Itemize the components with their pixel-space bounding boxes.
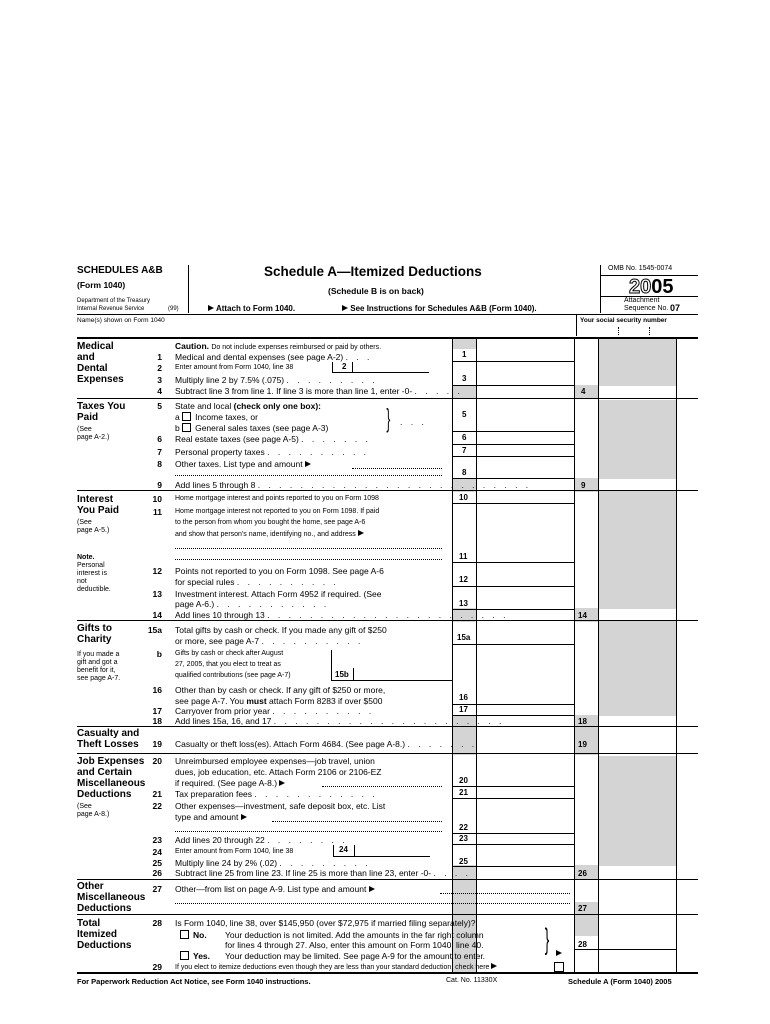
line-22-description-2[interactable] <box>175 823 442 832</box>
line-14-label <box>175 610 508 620</box>
line-23-amount[interactable] <box>477 833 573 844</box>
line-10-text: Home mortgage interest and points reported to you on Form 1098 <box>175 495 379 502</box>
box-16-label: 16 <box>459 693 468 702</box>
line-17-amount[interactable] <box>477 704 573 715</box>
line-23-text: Add lines 20 through 22 <box>175 835 265 845</box>
ssn-label: Your social security number <box>580 317 667 324</box>
leader-dots: . . . . . . . . <box>267 835 348 845</box>
box-1-label: 1 <box>462 350 467 359</box>
line-number-13: 13 <box>152 589 162 599</box>
line-21-label <box>175 789 378 799</box>
line-19-text: Casualty or theft loss(es). Attach Form 4684. (See page A-8.) <box>175 739 406 749</box>
line-12-text-2 <box>175 577 339 587</box>
line-5b-text: General sales taxes (see page A-3) <box>195 423 329 433</box>
section-gifts: Gifts to Charity <box>77 623 112 645</box>
arrow-icon <box>342 305 348 311</box>
box-8-label: 8 <box>462 468 467 477</box>
section-other-misc: Other Miscellaneous Deductions <box>77 881 146 914</box>
line-20-text-3 <box>175 778 285 788</box>
line-5b: b General sales taxes (see page A-3) <box>175 423 329 433</box>
line-25-label <box>175 858 371 868</box>
year-bold: 05 <box>651 276 674 298</box>
line-3-amount[interactable] <box>477 373 573 385</box>
footer-notice: For Paperwork Reduction Act Notice, see Form 1040 instructions. <box>77 977 311 986</box>
line-15b-box[interactable] <box>331 650 452 681</box>
leader-dots: . . . . . . . . . . <box>267 447 370 457</box>
line-15a-amount[interactable] <box>477 632 573 644</box>
line-22-text-2 <box>175 812 247 822</box>
line-16-amount[interactable] <box>477 692 573 704</box>
line-number-5: 5 <box>157 401 162 411</box>
line-24-text: Enter amount from Form 1040, line 38 <box>175 848 294 855</box>
line-14-text: Add lines 10 through 13 <box>175 610 265 620</box>
line-number-18: 18 <box>152 716 162 726</box>
line-2-text: Enter amount from Form 1040, line 38 <box>175 364 294 371</box>
schedules-title: SCHEDULES A&B <box>77 265 163 276</box>
line-28-yes-text: Your deduction may be limited. See page A-9 for the amount to enter. <box>225 951 486 961</box>
line-15a-text-1: Total gifts by cash or check. If you made any gift of $250 <box>175 625 387 635</box>
line-8-amount[interactable] <box>477 466 573 478</box>
line-19-label <box>175 739 477 749</box>
line-10-amount[interactable] <box>477 491 573 503</box>
dept-treasury: Department of the Treasury <box>77 298 151 304</box>
line-number-2: 2 <box>157 363 162 373</box>
line-5-bold: (check only one box): <box>233 401 321 411</box>
interest-note-body: Personal interest is not deductible. <box>77 562 111 593</box>
box-4-label: 4 <box>581 387 586 396</box>
income-tax-checkbox[interactable] <box>182 412 191 421</box>
leader-dots: . . . . . . . . . . . . . . . . . . . . . . <box>273 716 505 726</box>
box-20-label: 20 <box>459 776 468 785</box>
line-11-payee-field-2[interactable] <box>175 551 442 560</box>
sequence-label: Sequence No. <box>624 305 669 312</box>
brace-icon: } <box>386 403 391 433</box>
line-16-text-2a: see page A-7. You <box>175 696 247 706</box>
line-15b-text-1: Gifts by cash or check after August <box>175 650 284 657</box>
section-casualty: Casualty and Theft Losses <box>77 728 140 750</box>
year-outline: 20 <box>629 276 652 298</box>
line-6-text: Real estate taxes (see page A-5) <box>175 434 299 444</box>
line-28-yes <box>180 951 210 961</box>
arrow-icon <box>208 305 214 311</box>
box-28-label: 28 <box>578 940 587 949</box>
line-number-7: 7 <box>157 447 162 457</box>
arrow-icon <box>279 780 285 786</box>
line-20-text-3-body: if required. (See page A-8.) <box>175 778 278 788</box>
irs-code: (99) <box>168 306 179 312</box>
box-11-label: 11 <box>459 552 468 561</box>
line-15a-text-2-body: or more, see page A-7 <box>175 636 260 646</box>
arrow-icon <box>556 950 562 956</box>
box-9-label: 9 <box>581 481 586 490</box>
line-5a-text: Income taxes, or <box>195 412 258 422</box>
caution-label: Caution. <box>175 341 209 351</box>
caution-body: Do not include expenses reimbursed or paid by others. <box>211 344 382 351</box>
line-5-pre: State and local <box>175 401 234 411</box>
leader-dots: . . . . <box>433 868 471 878</box>
omb-number: OMB No. 1545-0074 <box>608 265 673 272</box>
box-15a-label: 15a <box>457 633 471 642</box>
line-28-no-text-1: Your deduction is not limited. Add the amounts in the far right column <box>225 930 484 940</box>
line-12-text-1: Points not reported to you on Form 1098. See page A-6 <box>175 566 384 576</box>
line-15b-text-3: qualified contributions (see page A-7) <box>175 672 291 679</box>
line-11-payee-field[interactable] <box>175 540 442 549</box>
line-8-description[interactable] <box>352 460 442 469</box>
attachment-label: Attachment <box>624 297 660 304</box>
line-number-9: 9 <box>157 480 162 490</box>
line-number-19: 19 <box>152 739 162 749</box>
line-27-description[interactable] <box>440 885 570 894</box>
line-13-text-2 <box>175 599 329 609</box>
leader-dots: . . . . . . . . . <box>286 375 378 385</box>
leader-dots: . . . . . . . . . . . . <box>254 789 378 799</box>
line-28-amount[interactable] <box>599 936 675 949</box>
arrow-icon <box>369 886 375 892</box>
line-number-12: 12 <box>152 566 162 576</box>
line-18-label <box>175 716 504 726</box>
job-note: (See page A-8.) <box>77 803 110 818</box>
irs: Internal Revenue Service <box>77 306 145 312</box>
line-number-29: 29 <box>152 962 162 972</box>
line-number-25: 25 <box>152 858 162 868</box>
line-26-label <box>175 868 471 878</box>
leader-dots: . . . . . . . . . . . . . . . . . . . . . . . <box>267 610 509 620</box>
line-number-16: 16 <box>152 685 162 695</box>
line-9-text: Add lines 5 through 8 <box>175 480 256 490</box>
line-16-text-1: Other than by cash or check. If any gift of $250 or more, <box>175 685 386 695</box>
ssn-field[interactable] <box>580 326 695 336</box>
box-25-label: 25 <box>459 857 468 866</box>
sequence-number: 07 <box>670 303 681 313</box>
line-28-yes-label: Yes. <box>193 951 211 961</box>
box-21-label: 21 <box>459 788 468 797</box>
line-number-3: 3 <box>157 375 162 385</box>
line-9-amount[interactable] <box>599 479 675 490</box>
line-5a: a Income taxes, or <box>175 412 258 422</box>
box-22-label: 22 <box>459 823 468 832</box>
line-number-22: 22 <box>152 801 162 811</box>
line-11-text-2: to the person from whom you bought the home, see page A-6 <box>175 519 366 526</box>
line-22-description[interactable] <box>272 813 442 822</box>
leader-dots: . . . <box>400 417 427 427</box>
interest-note: (See page A-5.) <box>77 519 110 534</box>
line-number-26: 26 <box>152 868 162 878</box>
line-22-text-1: Other expenses—investment, safe deposit box, etc. List <box>175 801 386 811</box>
box-3-label: 3 <box>462 374 467 383</box>
line-number-10: 10 <box>152 494 162 504</box>
gifts-note: If you made a gift and got a benefit for it, see page A-7. <box>77 651 121 682</box>
line-28-text: Is Form 1040, line 38, over $145,950 (over $72,975 if married filing separately)? <box>175 918 476 928</box>
line-number-28: 28 <box>152 918 162 928</box>
instructions-text: See Instructions for Schedules A&B (Form 1040). <box>350 304 537 313</box>
line-3-label <box>175 375 378 385</box>
line-7-text: Personal property taxes <box>175 447 265 457</box>
line-3-text: Multiply line 2 by 7.5% (.075) <box>175 375 285 385</box>
line-15a-text-2 <box>175 636 363 646</box>
line-9-label <box>175 480 531 490</box>
line-18-amount[interactable] <box>599 715 675 726</box>
box-27-label: 27 <box>578 904 587 913</box>
box-13-label: 13 <box>459 599 468 608</box>
line-16-text-2 <box>175 696 382 706</box>
line-7-amount[interactable] <box>477 445 573 456</box>
line-number-17: 17 <box>152 706 162 716</box>
arrow-icon <box>305 461 311 467</box>
box-19-label: 19 <box>578 740 587 749</box>
line-20-description[interactable] <box>322 778 442 787</box>
line-28-no-checkbox[interactable] <box>180 930 189 939</box>
line-4-text: Subtract line 3 from line 1. If line 3 is more than line 1, enter -0- <box>175 386 413 396</box>
line-7-label <box>175 447 369 457</box>
line-22-text-2-body: type and amount <box>175 812 239 822</box>
box-26-label: 26 <box>578 869 587 878</box>
line-12-amount[interactable] <box>477 574 573 586</box>
box-2-label: 2 <box>342 362 347 371</box>
box-17-label: 17 <box>459 705 468 714</box>
line-12-text-2-body: for special rules <box>175 577 235 587</box>
line-25-text: Multiply line 24 by 2% (.02) <box>175 858 278 868</box>
box-18-label: 18 <box>578 717 587 726</box>
line-11-amount[interactable] <box>477 550 573 562</box>
line-number-20: 20 <box>152 756 162 766</box>
line-15b-text-2: 27, 2005, that you elect to treat as <box>175 661 281 668</box>
line-18-text: Add lines 15a, 16, and 17 <box>175 716 272 726</box>
line-21-amount[interactable] <box>477 787 573 798</box>
leader-dots: . . . . . . . <box>407 739 478 749</box>
line-8-description-2[interactable] <box>175 469 442 476</box>
line-1-text: Medical and dental expenses (see page A-2) <box>175 352 344 362</box>
taxes-note: (See page A-2.) <box>77 426 110 441</box>
box-15b-label: 15b <box>335 670 349 679</box>
line-number-11: 11 <box>153 507 162 517</box>
leader-dots: . . . . . . . . . . . <box>216 599 330 609</box>
arrow-icon <box>491 963 497 969</box>
box-12-label: 12 <box>459 575 468 584</box>
line-28-no <box>180 930 207 940</box>
line-number-15b: b <box>156 649 162 659</box>
line-11-text-3-body: and show that person's name, identifying no., and address <box>175 531 356 538</box>
instructions-note <box>342 304 537 313</box>
section-taxes: Taxes You Paid <box>77 401 126 423</box>
line-number-24: 24 <box>152 847 162 857</box>
line-13-amount[interactable] <box>477 597 573 609</box>
section-interest: Interest You Paid <box>77 494 120 516</box>
attach-text: Attach to Form 1040. <box>215 304 296 313</box>
caution-text <box>175 341 381 351</box>
form-title: Schedule A—Itemized Deductions <box>264 264 482 279</box>
attach-note <box>208 304 295 313</box>
line-28-yes-checkbox[interactable] <box>180 951 189 960</box>
name-field[interactable] <box>77 325 575 336</box>
leader-dots: . . . <box>345 352 373 362</box>
box-5-label: 5 <box>462 410 467 419</box>
line-27-text: Other—from list on page A-9. List type and amount <box>175 884 367 894</box>
line-4-label <box>175 386 463 396</box>
section-job-expenses: Job Expenses and Certain Miscellaneous Deductions <box>77 756 146 800</box>
line-number-15a: 15a <box>147 625 162 635</box>
line-11-text-3 <box>175 530 364 538</box>
section-medical: Medical and Dental Expenses <box>77 341 124 385</box>
line-29-label <box>175 963 497 971</box>
line-6-label <box>175 434 371 444</box>
sales-tax-checkbox[interactable] <box>182 423 191 432</box>
line-23-label <box>175 835 348 845</box>
leader-dots: . . . . . . . . . <box>279 858 371 868</box>
leader-dots: . . . . . . . <box>301 434 371 444</box>
form-ref: (Form 1040) <box>77 280 126 290</box>
box-23-label: 23 <box>459 834 468 843</box>
line-28-no-label: No. <box>193 930 207 940</box>
line-26-amount[interactable] <box>599 867 675 879</box>
interest-note-title: Note. <box>77 554 95 561</box>
line-1-amount[interactable] <box>477 349 573 361</box>
brace-icon: } <box>544 923 550 956</box>
line-19-amount[interactable] <box>599 738 675 752</box>
line-number-14: 14 <box>152 610 162 620</box>
line-16-text-2b: must <box>246 696 267 706</box>
line-20-amount[interactable] <box>477 774 573 786</box>
line-28-arrow <box>556 943 562 961</box>
line-29-text: If you elect to itemize deductions even though they are less than your standard deduction, check here <box>175 964 490 971</box>
line-2-box[interactable] <box>332 362 429 373</box>
line-13-text-1: Investment interest. Attach Form 4952 if required. (See <box>175 589 382 599</box>
line-26-text: Subtract line 25 from line 23. If line 25 is more than line 23, enter -0- <box>175 868 432 878</box>
line-8-text: Other taxes. List type and amount <box>175 459 303 469</box>
section-total: Total Itemized Deductions <box>77 918 132 951</box>
line-22-amount[interactable] <box>477 821 573 833</box>
footer-cat-no: Cat. No. 11330X <box>446 977 498 984</box>
leader-dots: . . . . . . . . . . <box>236 577 339 587</box>
line-17-label <box>175 706 374 716</box>
leader-dots: . . . . . . . . . . <box>272 706 375 716</box>
leader-dots: . . . . . . . . . . <box>261 636 364 646</box>
line-17-text: Carryover from prior year <box>175 706 270 716</box>
footer-form-id: Schedule A (Form 1040) 2005 <box>568 977 672 986</box>
line-8-label <box>175 459 311 469</box>
box-6-label: 6 <box>462 433 467 442</box>
line-number-1: 1 <box>157 352 162 362</box>
leader-dots: . . . . . . . . . . . . . . . . . . . . . . . . . . <box>257 480 532 490</box>
line-29-checkbox[interactable] <box>554 962 564 972</box>
line-20-text-1: Unreimbursed employee expenses—job travel, union <box>175 756 375 766</box>
line-27-amount[interactable] <box>599 902 675 914</box>
line-4-amount[interactable] <box>599 386 675 398</box>
line-21-text: Tax preparation fees <box>175 789 253 799</box>
line-27-description-2[interactable] <box>175 895 570 904</box>
line-5-label <box>175 401 321 411</box>
line-5-amount[interactable] <box>477 409 573 421</box>
box-14-label: 14 <box>578 611 587 620</box>
box-24-label: 24 <box>339 845 348 854</box>
line-27-label <box>175 884 375 894</box>
line-6-amount[interactable] <box>477 432 573 443</box>
line-16-text-2c: attach Form 8283 if over $500 <box>266 696 383 706</box>
arrow-icon <box>358 530 364 536</box>
line-number-23: 23 <box>152 835 162 845</box>
line-number-27: 27 <box>152 884 162 894</box>
box-7-label: 7 <box>462 446 467 455</box>
line-14-amount[interactable] <box>599 609 675 620</box>
arrow-icon <box>241 814 247 820</box>
line-number-21: 21 <box>152 789 162 799</box>
line-13-text-2-body: page A-6.) <box>175 599 215 609</box>
form-subtitle: (Schedule B is on back) <box>328 286 424 296</box>
name-label: Name(s) shown on Form 1040 <box>77 317 165 324</box>
line-number-4: 4 <box>157 386 162 396</box>
line-number-8: 8 <box>157 459 162 469</box>
line-11-text-1: Home mortgage interest not reported to you on Form 1098. If paid <box>175 508 380 515</box>
line-1-label <box>175 352 372 362</box>
box-10-label: 10 <box>459 493 468 502</box>
line-number-6: 6 <box>157 434 162 444</box>
leader-dots: . . . . . <box>414 386 463 396</box>
line-20-text-2: dues, job education, etc. Attach Form 2106 or 2106-EZ <box>175 767 382 777</box>
line-28-no-text-2: for lines 4 through 27. Also, enter this amount on Form 1040, line 40. <box>225 940 484 950</box>
